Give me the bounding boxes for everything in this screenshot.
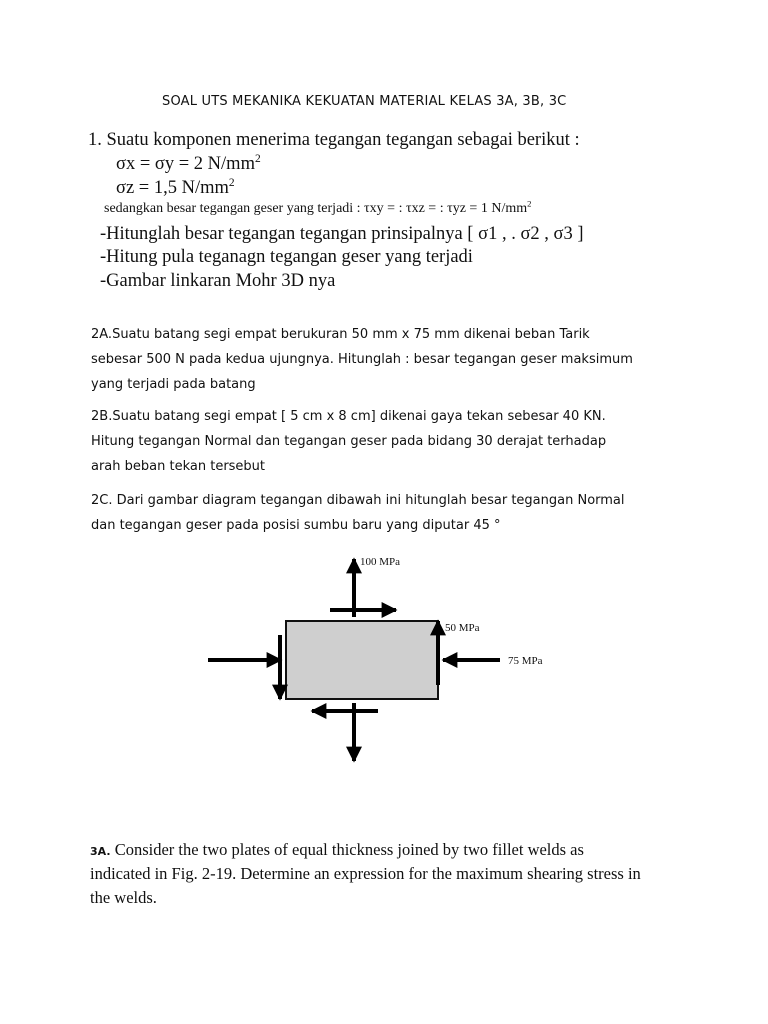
q1-task-mohr: -Gambar linkaran Mohr 3D nya: [100, 271, 336, 291]
page-title: SOAL UTS MEKANIKA KEKUATAN MATERIAL KELAS 3A, 3B, 3C: [162, 94, 567, 109]
stress-block: [286, 621, 438, 699]
q1-sigma-xy-sup: 2: [254, 152, 261, 165]
q1-sigma-z: [116, 176, 235, 200]
q1-sigma-z-sup: 2: [228, 176, 235, 189]
q2b-line1: 2B.Suatu batang segi empat [ 5 cm x 8 cm] dikenai gaya tekan sebesar 40 KN.: [91, 409, 606, 424]
q1-shear-sup: 2: [527, 198, 532, 209]
q2c-line1: 2C. Dari gambar diagram tegangan dibawah ini hitunglah besar tegangan Normal: [91, 493, 625, 508]
q3a-line2: indicated in Fig. 2-19. Determine an expression for the maximum shearing stress in: [90, 864, 641, 883]
q2a-line1: 2A.Suatu batang segi empat berukuran 50 mm x 75 mm dikenai beban Tarik: [91, 327, 590, 342]
q1-task-principal: -Hitunglah besar tegangan tegangan prinsipalnya [ σ1 , . σ2 , σ3 ]: [100, 224, 584, 244]
q1-intro: 1. Suatu komponen menerima tegangan tegangan sebagai berikut :: [88, 130, 580, 150]
q1-shear-line: [104, 198, 532, 217]
stress-element-diagram: [200, 545, 570, 775]
q3a-line1-text: Consider the two plates of equal thickness joined by two fillet welds as: [114, 840, 584, 859]
q1-task-shear: -Hitung pula teganagn tegangan geser yang terjadi: [100, 247, 473, 267]
label-75-mpa: 75 MPa: [508, 655, 543, 667]
q1-sigma-z-text: σz = 1,5 N/mm: [116, 178, 229, 198]
q1-shear-text: sedangkan besar tegangan geser yang terjadi : τxy = : τxz = : τyz = 1 N/mm: [104, 201, 528, 216]
q2b-line2: Hitung tegangan Normal dan tegangan geser pada bidang 30 derajat terhadap: [91, 434, 607, 449]
q3a-line3: the welds.: [90, 888, 157, 907]
label-100-mpa: 100 MPa: [360, 556, 401, 568]
q1-sigma-xy: [116, 152, 261, 176]
q2a-line3: yang terjadi pada batang: [91, 377, 256, 392]
q3a-label: 3A.: [90, 845, 111, 858]
q3a-line1: [90, 838, 584, 864]
q2b-line3: arah beban tekan tersebut: [91, 459, 266, 474]
q1-sigma-xy-text: σx = σy = 2 N/mm: [116, 154, 255, 174]
q2a-line2: sebesar 500 N pada kedua ujungnya. Hitunglah : besar tegangan geser maksimum: [91, 352, 633, 367]
q2c-line2: dan tegangan geser pada posisi sumbu baru yang diputar 45 °: [91, 518, 501, 533]
label-50-mpa: 50 MPa: [445, 622, 480, 634]
